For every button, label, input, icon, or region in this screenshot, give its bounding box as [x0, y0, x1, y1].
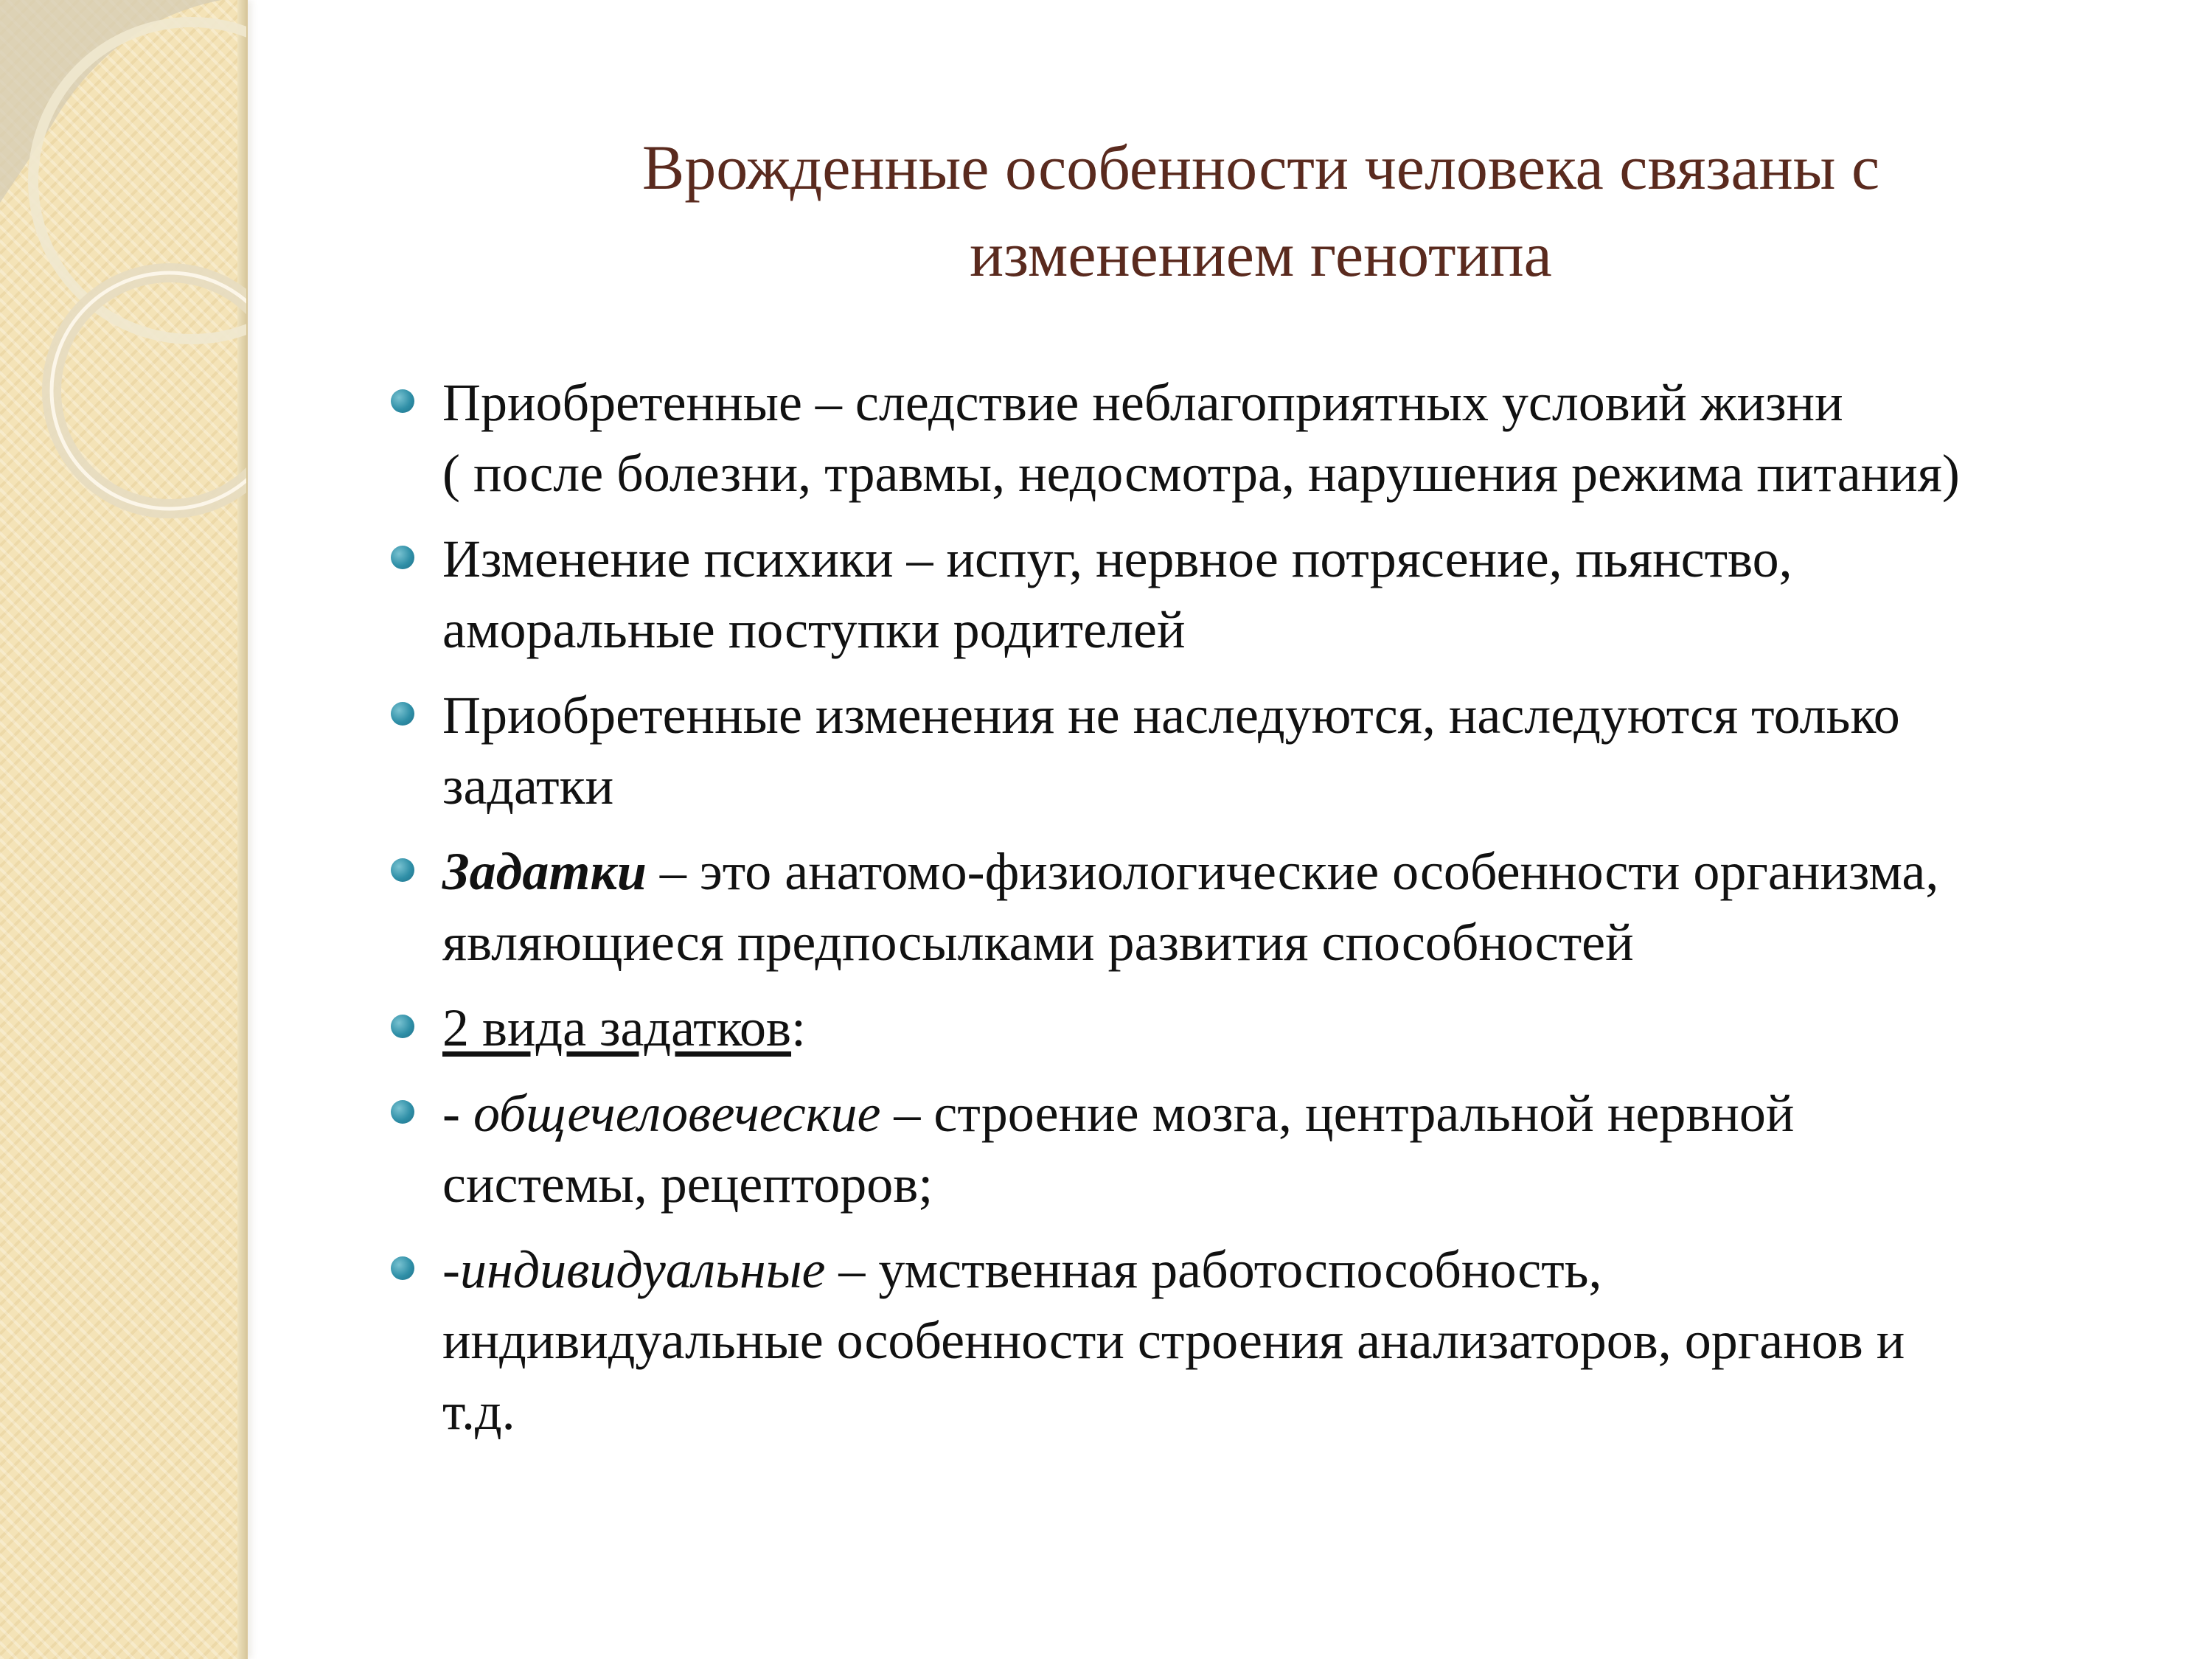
- bullet-7-line-2: индивидуальные особенности строения анализаторов, органов и: [442, 1311, 1905, 1370]
- title-line-2: изменением генотипа: [970, 219, 1552, 290]
- bullet-3-line-2: задатки: [442, 757, 614, 815]
- term-zadatki: Задатки: [442, 842, 647, 901]
- list-item: [391, 680, 2175, 821]
- bullet-6-line-2: системы, рецепторов;: [442, 1155, 933, 1214]
- bullet-dot-icon: [391, 389, 414, 413]
- bullet-dot-icon: [391, 1256, 414, 1280]
- bullet-dot-icon: [391, 702, 414, 726]
- bullet-3-line-1: Приобретенные изменения не наследуются, наследуются только: [442, 686, 1900, 745]
- bullet-list: [391, 367, 2175, 1461]
- bullet-1-line-2: ( после болезни, травмы, недосмотра, нарушения режима питания): [442, 444, 1960, 503]
- list-item: [391, 1234, 2175, 1447]
- bullet-dot-icon: [391, 1100, 414, 1124]
- bullet-7-italic-term: индивидуальные: [459, 1240, 826, 1299]
- bullet-4-line-1-rest: – это анатомо-физиологические особенности организма,: [646, 842, 1939, 901]
- bullet-1-line-1: Приобретенные – следствие неблагоприятных условий жизни: [442, 373, 1843, 432]
- bullet-7-line-1: [442, 1234, 2175, 1305]
- list-item: [391, 367, 2175, 509]
- page-title: [442, 124, 2079, 298]
- title-line-1: Врожденные особенности человека связаны с: [641, 132, 1880, 203]
- decorative-ring-small: [52, 273, 246, 509]
- bullet-4-line-2: являющиеся предпосылками развития способностей: [442, 913, 1634, 972]
- underlined-heading: 2 вида задатков: [442, 998, 792, 1057]
- bullet-7-prefix: -: [442, 1240, 460, 1299]
- bullet-5-suffix: :: [791, 998, 807, 1057]
- bullet-2-line-2: аморальные поступки родителей: [442, 600, 1186, 659]
- bullet-7-line-1-rest: – умственная работоспособность,: [825, 1240, 1602, 1299]
- list-item: [391, 1078, 2175, 1220]
- bullet-7-line-3: т.д.: [442, 1382, 515, 1441]
- bullet-dot-icon: [391, 1015, 414, 1038]
- bullet-6-italic-term: общечеловеческие: [473, 1084, 881, 1143]
- decorative-rings: [0, 0, 246, 560]
- bullet-4-line-1: [442, 836, 2175, 907]
- bullet-6-line-1: [442, 1078, 2175, 1149]
- bullet-2-line-1: Изменение психики – испуг, нервное потрясение, пьянство,: [442, 529, 1792, 588]
- list-item: [391, 524, 2175, 665]
- bullet-5-line-1: [442, 992, 2175, 1063]
- bullet-dot-icon: [391, 546, 414, 569]
- bullet-6-line-1-rest: – строение мозга, центральной нервной: [880, 1084, 1795, 1143]
- list-item: [391, 836, 2175, 978]
- bullet-6-prefix: -: [442, 1084, 473, 1143]
- bullet-dot-icon: [391, 858, 414, 882]
- list-item: [391, 992, 2175, 1063]
